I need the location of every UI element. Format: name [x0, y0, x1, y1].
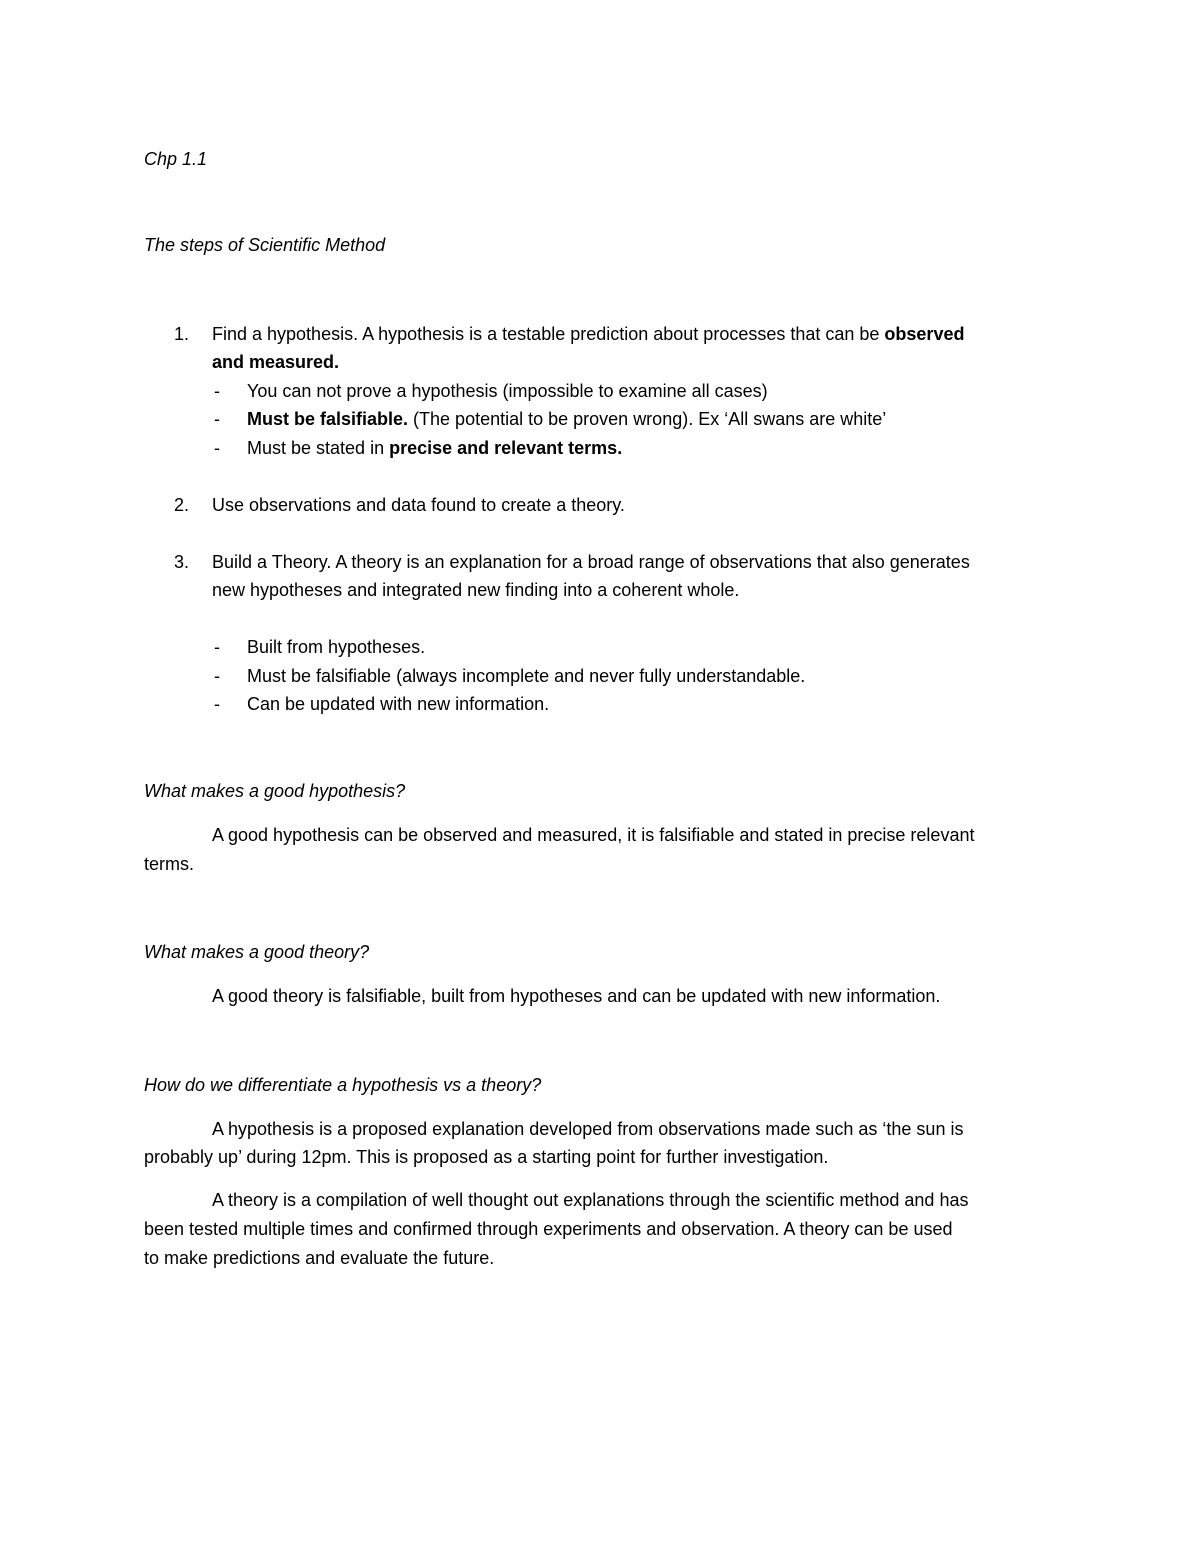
- bullet-dash: -: [214, 381, 220, 401]
- answer-diff-p2-line-3: to make predictions and evaluate the future.: [144, 1248, 495, 1268]
- step-1-text: Find a hypothesis. A hypothesis is a testable prediction about processes that can be: [212, 324, 885, 344]
- chapter-label: Chp 1.1: [144, 149, 208, 169]
- question-hypothesis: What makes a good hypothesis?: [144, 781, 406, 801]
- question-theory: What makes a good theory?: [144, 942, 370, 962]
- step-3-bullet-2: Must be falsifiable (always incomplete and never fully understandable.: [247, 666, 806, 686]
- step-1-line-1: [212, 325, 964, 343]
- step-2-number: 2.: [174, 495, 190, 515]
- step-3-line-2: new hypotheses and integrated new finding into a coherent whole.: [212, 580, 740, 600]
- step-1-number: 1.: [174, 324, 190, 344]
- step-1-bullet-3: [247, 439, 622, 457]
- answer-theory: A good theory is falsifiable, built from hypotheses and can be updated with new information.: [212, 986, 941, 1006]
- step-3-line-1: Build a Theory. A theory is an explanation for a broad range of observations that also generates: [212, 552, 970, 572]
- step-1-bullet-1: You can not prove a hypothesis (impossible to examine all cases): [247, 381, 768, 401]
- bullet-dash: -: [214, 666, 220, 686]
- bullet-dash: -: [214, 409, 220, 429]
- step-2-text: Use observations and data found to create a theory.: [212, 495, 625, 515]
- question-differentiate: How do we differentiate a hypothesis vs a theory?: [144, 1075, 542, 1095]
- answer-hypothesis-line-1: A good hypothesis can be observed and measured, it is falsifiable and stated in precise relevant: [212, 825, 975, 845]
- section-title: The steps of Scientific Method: [144, 235, 386, 255]
- answer-diff-p1-line-1: A hypothesis is a proposed explanation developed from observations made such as ‘the sun is: [212, 1119, 964, 1139]
- step-1-bullet-3-text: Must be stated in: [247, 438, 390, 458]
- answer-diff-p2-line-1: A theory is a compilation of well thought out explanations through the scientific method and has: [212, 1190, 969, 1210]
- bullet-dash: -: [214, 694, 220, 714]
- step-1-line-2: and measured.: [212, 352, 340, 372]
- step-3-bullet-3: Can be updated with new information.: [247, 694, 550, 714]
- step-1-bullet-2-text: (The potential to be proven wrong). Ex ‘All swans are white’: [408, 409, 887, 429]
- step-1-emphasis: observed: [884, 324, 965, 344]
- answer-hypothesis-line-2: terms.: [144, 854, 195, 874]
- step-3-number: 3.: [174, 552, 190, 572]
- answer-diff-p2-line-2: been tested multiple times and confirmed through experiments and observation. A theory can be used: [144, 1219, 953, 1239]
- bullet-dash: -: [214, 637, 220, 657]
- step-1-bullet-2: [247, 410, 886, 428]
- bullet-dash: -: [214, 438, 220, 458]
- step-1-bullet-2-bold: Must be falsifiable.: [247, 409, 409, 429]
- step-1-bullet-3-bold: precise and relevant terms.: [389, 438, 623, 458]
- answer-diff-p1-line-2: probably up’ during 12pm. This is proposed as a starting point for further investigation.: [144, 1147, 829, 1167]
- step-3-bullet-1: Built from hypotheses.: [247, 637, 426, 657]
